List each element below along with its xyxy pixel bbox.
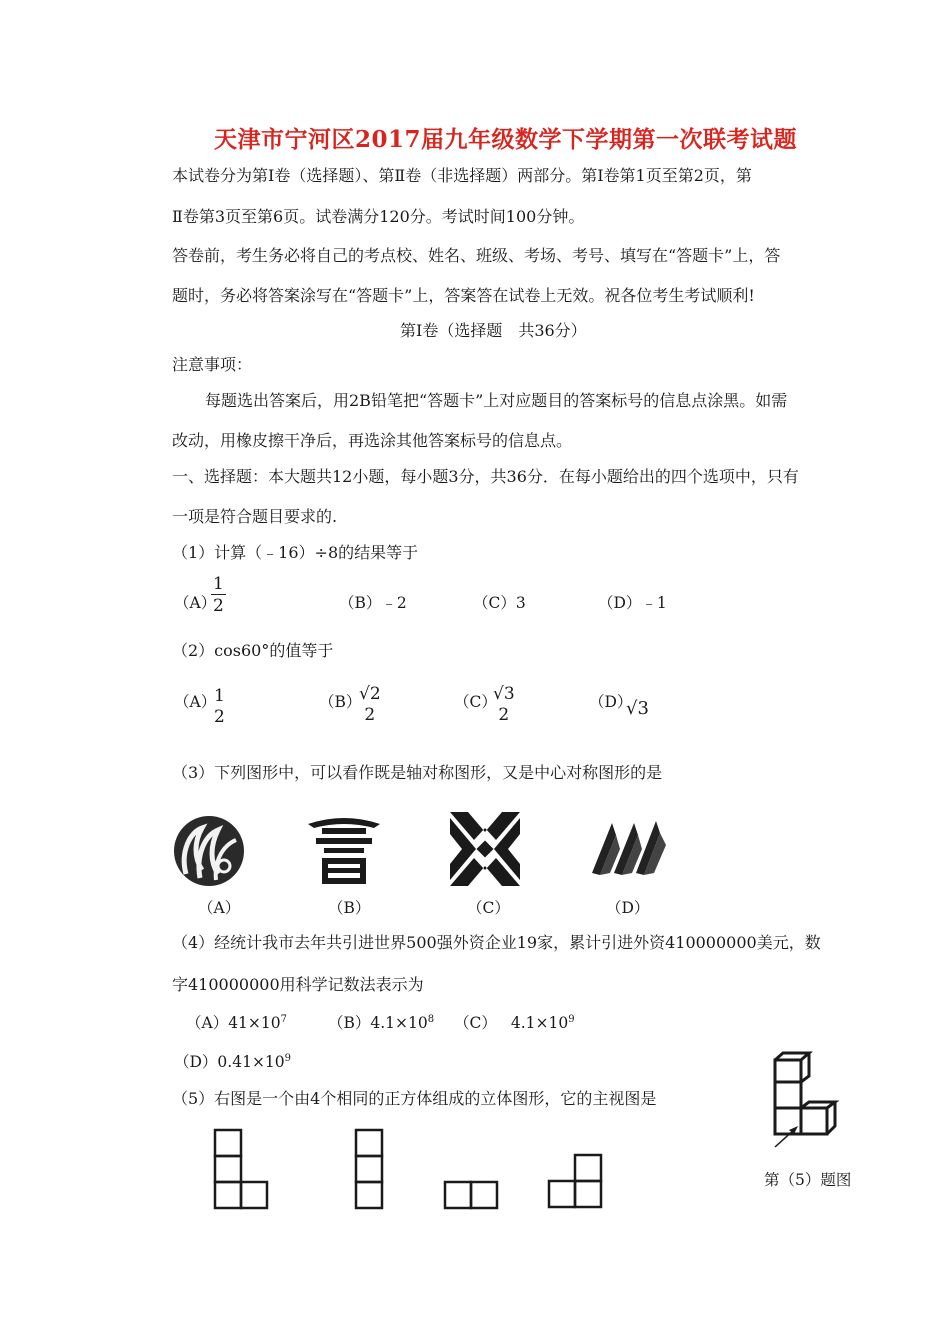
q4-option-b-exponent: 8 <box>427 1013 435 1025</box>
q4-option-c <box>454 1011 575 1033</box>
q2-option-c-fraction <box>491 684 517 726</box>
q4-option-a <box>186 1011 287 1033</box>
part1-line-1: 一、选择题：本大题共12小题，每小题3分，共36分．在每小题给出的四个选项中，只有 <box>172 467 799 486</box>
q2-option-c-label: （C） <box>454 693 497 711</box>
q1-option-a-fraction <box>211 574 226 617</box>
q4-option-c-exponent: 9 <box>568 1013 575 1025</box>
q3-figure-a-swirl-icon <box>172 812 246 890</box>
q1-option-c: （C）3 <box>473 594 526 612</box>
fraction-denominator: 2 <box>364 705 376 725</box>
q3-label-a: （A） <box>198 899 241 917</box>
section-heading: 第Ⅰ卷（选择题 共36分） <box>400 321 587 340</box>
part1-line-2: 一项是符合题目要求的. <box>172 507 338 526</box>
q4-option-d-exponent: 9 <box>284 1052 292 1064</box>
q4-option-d-base: （D）0.41×10 <box>174 1053 285 1071</box>
q5-reference-cubes-figure <box>765 1050 840 1150</box>
question-1-stem: （1）计算（﹣16）÷8的结果等于 <box>172 543 419 562</box>
notice-line-2: 改动，用橡皮擦干净后，再选涂其他答案标号的信息点。 <box>172 431 573 450</box>
q2-option-a-fraction <box>212 686 227 728</box>
q5-option-view-3 <box>443 1180 501 1210</box>
q2-option-b-label: （B） <box>319 693 362 711</box>
q5-option-view-1 <box>213 1128 271 1210</box>
q1-option-a-label: （A） <box>174 594 217 612</box>
fraction-denominator: 2 <box>498 705 510 725</box>
fraction-numerator: 1 <box>213 574 224 594</box>
q3-figure-b-pagoda-icon <box>304 808 384 888</box>
q3-label-b: （B） <box>328 899 371 917</box>
intro-line-2: Ⅱ卷第3页至第6页。试卷满分120分。考试时间100分钟。 <box>172 207 585 226</box>
q4-option-b <box>328 1011 434 1033</box>
q4-option-c-label: （C） <box>454 1014 497 1032</box>
q4-option-a-base: （A）41×10 <box>186 1014 281 1032</box>
q1-option-b: （B）﹣2 <box>339 594 407 612</box>
question-3-stem: （3）下列图形中，可以看作既是轴对称图形，又是中心对称图形的是 <box>172 763 663 782</box>
q3-label-c: （C） <box>467 899 510 917</box>
fraction-numerator: 1 <box>214 686 225 706</box>
q2-option-a-label: （A） <box>174 693 217 711</box>
intro-line-3: 答卷前，考生务必将自己的考点校、姓名、班级、考场、考号、填写在“答题卡”上，答 <box>172 246 781 265</box>
q4-option-d <box>174 1050 291 1072</box>
q2-option-d-value: √3 <box>626 698 649 719</box>
q5-option-view-2 <box>354 1128 386 1210</box>
q1-option-d: （D）﹣1 <box>598 594 667 612</box>
question-4-stem-line-1: （4）经统计我市去年共引进世界500强外资企业19家，累计引进外资410000000美元，数 <box>172 933 821 952</box>
q4-option-b-base: （B）4.1×10 <box>328 1014 428 1032</box>
q3-figure-d-zigzag-icon <box>590 815 674 877</box>
q4-option-c-base: 4.1×10 <box>510 1014 569 1032</box>
fraction-denominator: 2 <box>214 707 225 727</box>
q4-option-a-exponent: 7 <box>280 1013 288 1025</box>
q5-option-view-4 <box>547 1153 605 1209</box>
intro-line-1: 本试卷分为第Ⅰ卷（选择题）、第Ⅱ卷（非选择题）两部分。第Ⅰ卷第1页至第2页，第 <box>172 166 752 185</box>
q5-figure-caption: 第（5）题图 <box>764 1171 852 1189</box>
question-5-stem: （5）右图是一个由4个相同的正方体组成的立体图形，它的主视图是 <box>172 1089 657 1108</box>
fraction-numerator: √3 <box>493 684 515 704</box>
question-4-stem-line-2: 字410000000用科学记数法表示为 <box>172 975 424 994</box>
fraction-denominator: 2 <box>213 596 224 616</box>
notice-line-1: 每题选出答案后，用2B铅笔把“答题卡”上对应题目的答案标号的信息点涂黑。如需 <box>205 391 788 410</box>
q3-label-d: （D） <box>606 899 650 917</box>
fraction-numerator: √2 <box>359 684 381 704</box>
page-title: 天津市宁河区2017届九年级数学下学期第一次联考试题 <box>214 126 798 153</box>
q2-option-d-label: （D） <box>589 693 633 711</box>
notice-label: 注意事项： <box>172 355 253 374</box>
q3-figure-c-cross-icon <box>446 808 524 890</box>
question-2-stem: （2）cos60°的值等于 <box>172 641 334 660</box>
q2-option-b-fraction <box>357 684 383 726</box>
intro-line-4: 题时，务必将答案涂写在“答题卡”上，答案答在试卷上无效。祝各位考生考试顺利! <box>172 286 755 305</box>
